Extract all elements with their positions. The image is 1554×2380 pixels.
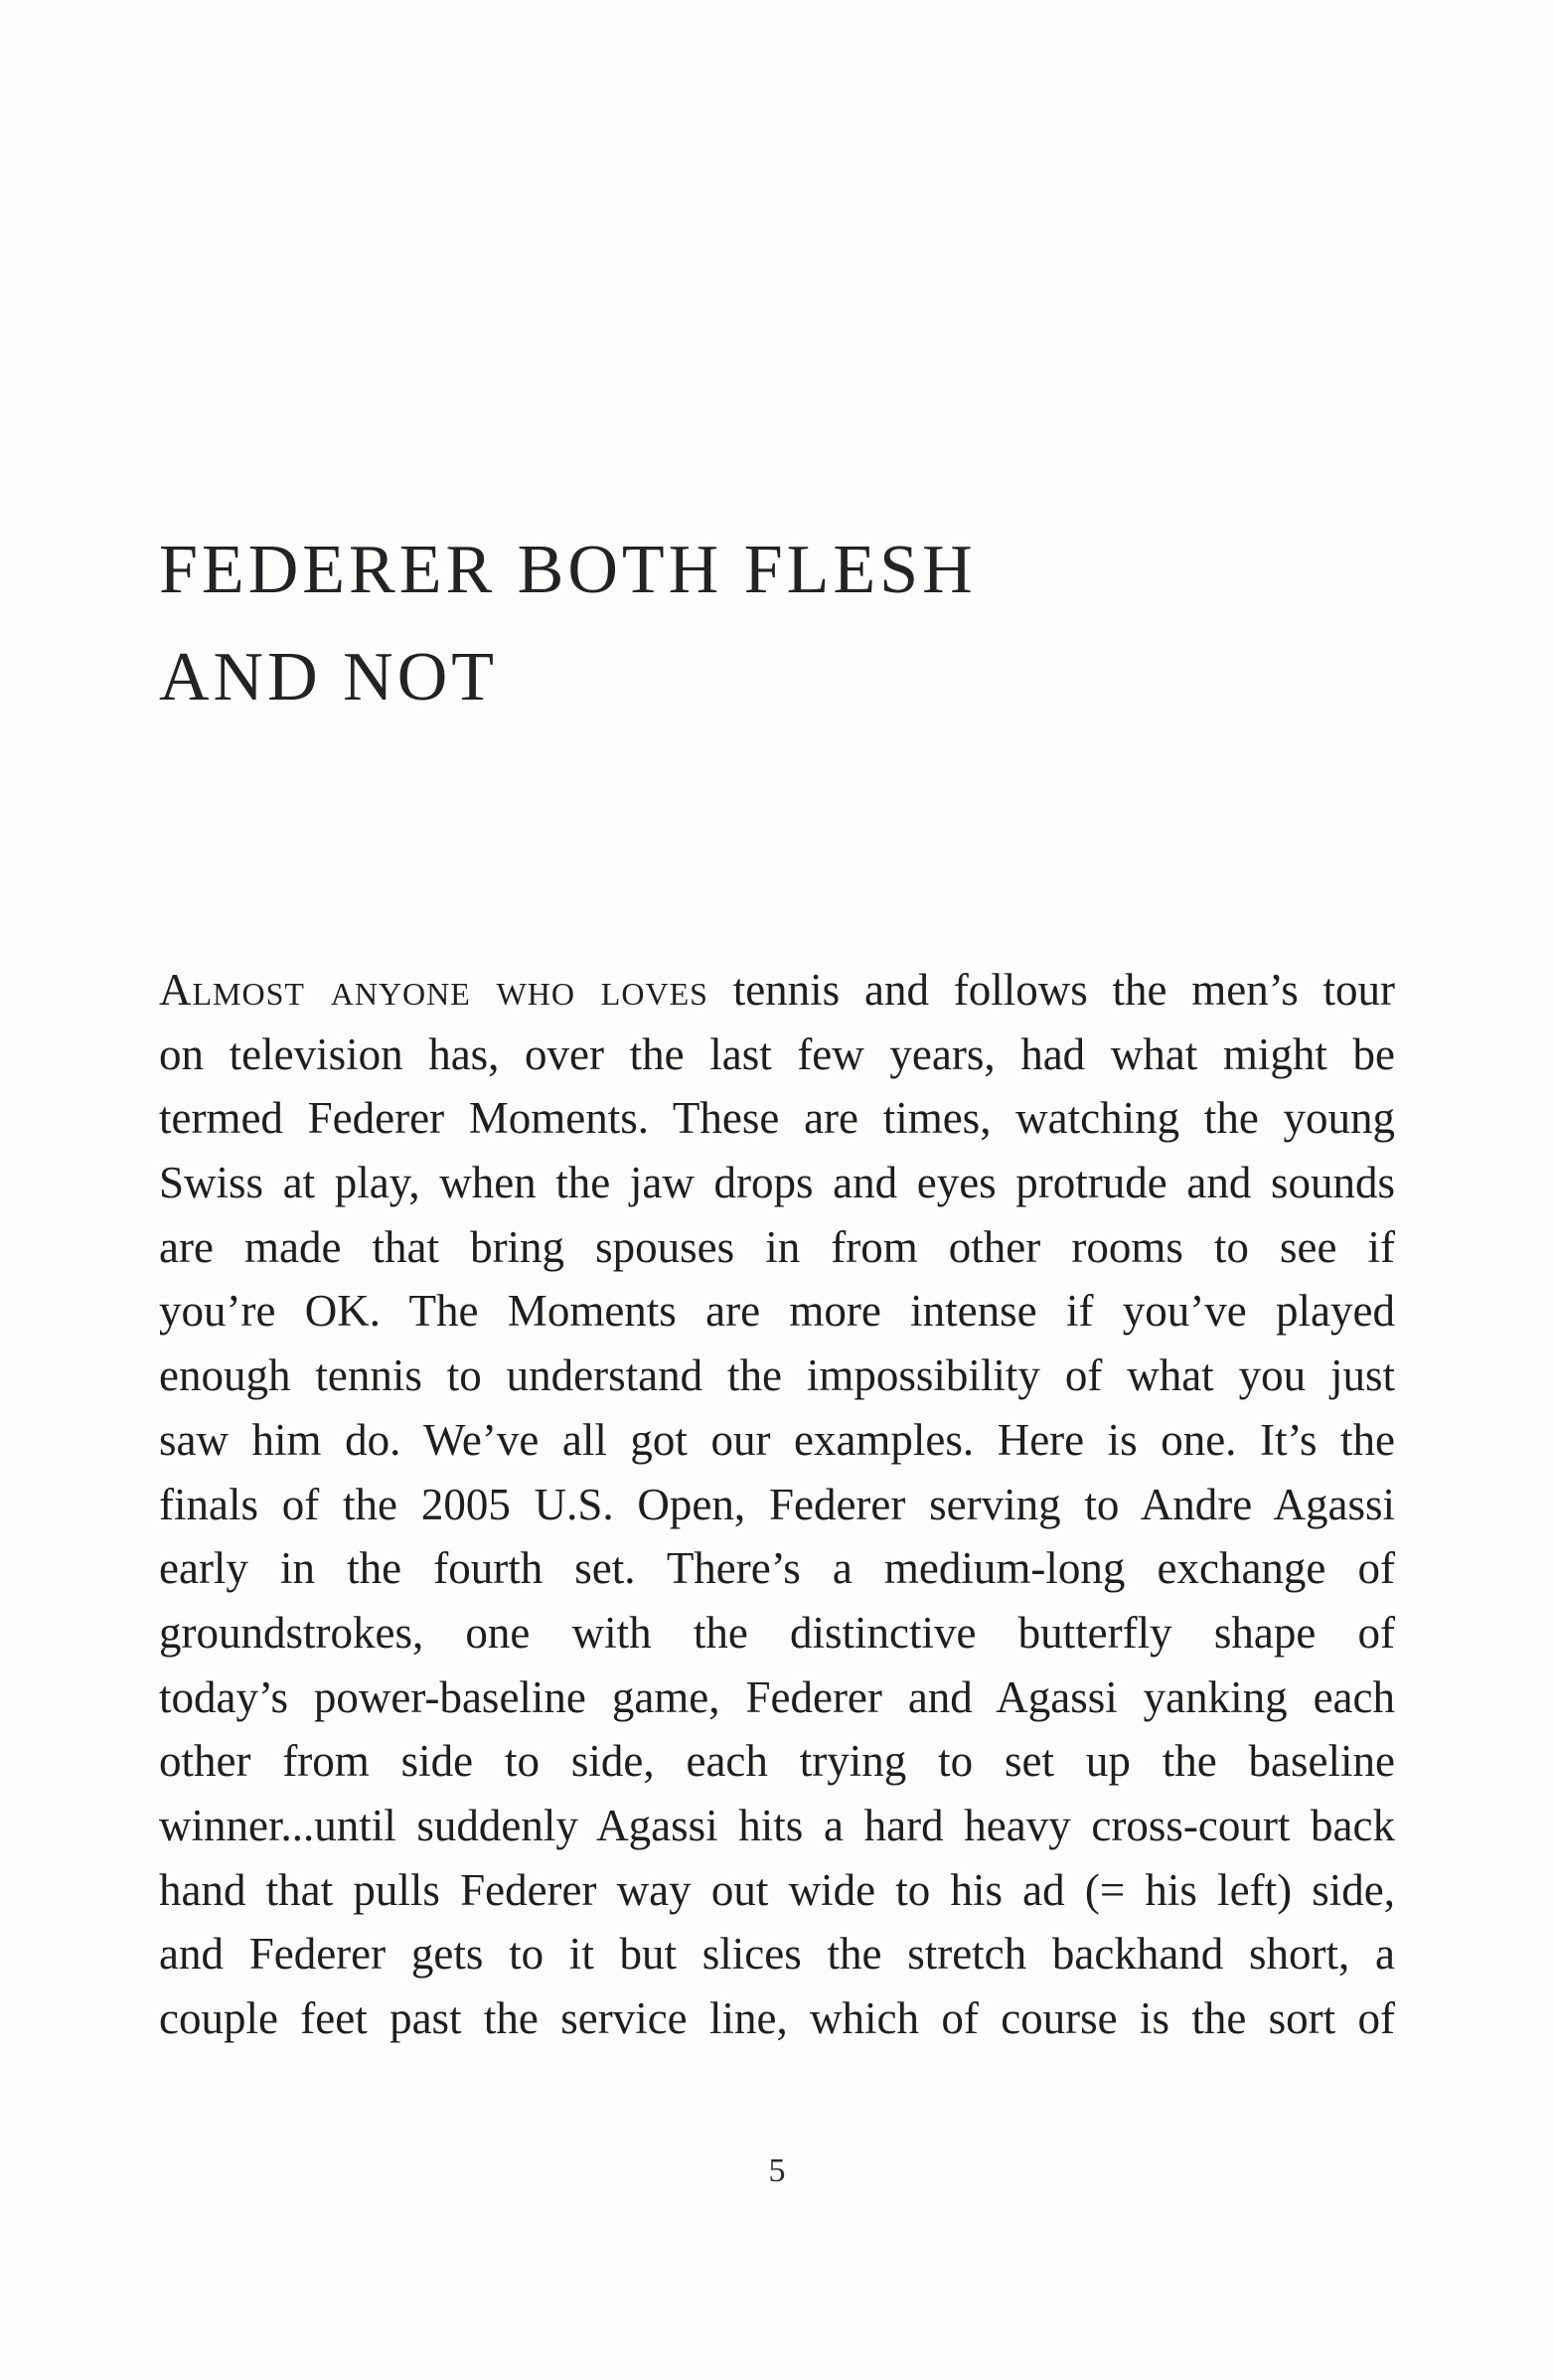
text-line-1 <box>159 958 1395 1023</box>
text-line-4: Swiss at play, when the jaw drops and eyes protrude and sounds <box>159 1158 1395 1208</box>
text-line-15: hand that pulls Federer way out wide to his ad (= his left) side, <box>159 1864 1395 1915</box>
page-number: 5 <box>768 2152 786 2189</box>
text-line-2: on television has, over the last few years, had what might be <box>159 1029 1395 1079</box>
text-line-16: and Federer gets to it but slices the stretch backhand short, a <box>159 1929 1395 1980</box>
opening-small-caps: Almost anyone who loves <box>159 965 708 1015</box>
chapter-title-line-1: FEDERER BOTH FLESH <box>159 532 977 608</box>
chapter-title-line-2: AND NOT <box>159 639 499 715</box>
text-line-3: termed Federer Moments. These are times, watching the young <box>159 1093 1395 1144</box>
body-paragraph <box>159 958 1395 2051</box>
text-line-11: groundstrokes, one with the distinctive butterfly shape of <box>159 1607 1395 1658</box>
text-line-6: you’re OK. The Moments are more intense if you’ve played <box>159 1286 1395 1337</box>
chapter-title <box>159 517 1401 731</box>
text-line-12: today’s power-baseline game, Federer and Agassi yanking each <box>159 1671 1395 1722</box>
text-line-5: are made that bring spouses in from other rooms to see if <box>159 1221 1395 1272</box>
text-line-1-rest: tennis and follows the men’s tour <box>707 965 1396 1015</box>
text-line-8: saw him do. We’ve all got our examples. Here is one. It’s the <box>159 1414 1395 1465</box>
text-line-14: winner...until suddenly Agassi hits a hard heavy cross-court back <box>159 1800 1395 1850</box>
text-line-7: enough tennis to understand the impossibility of what you just <box>159 1350 1395 1401</box>
text-line-13: other from side to side, each trying to set up the baseline <box>159 1736 1395 1787</box>
text-line-17: couple feet past the service line, which of course is the sort of <box>159 1993 1395 2043</box>
text-line-9: finals of the 2005 U.S. Open, Federer serving to Andre Agassi <box>159 1479 1395 1529</box>
text-line-10: early in the fourth set. There’s a medium-long exchange of <box>159 1543 1395 1594</box>
